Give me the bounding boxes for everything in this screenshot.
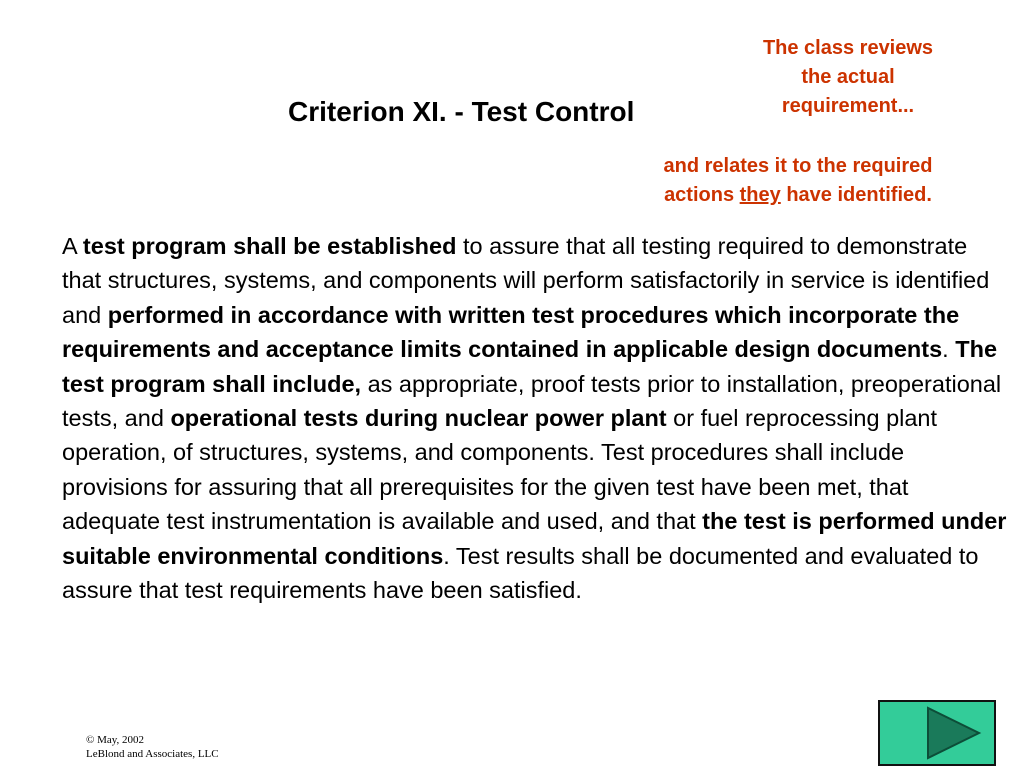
body-run: to assure that all testing required to demonstrate that structures, systems, and components will perform satisfactorily in service is identified and (62, 233, 990, 328)
body-run-bold: operational tests during nuclear power plant (170, 405, 667, 432)
next-slide-button[interactable] (878, 700, 996, 766)
note-bottom-line-2-pre: actions (664, 184, 740, 206)
body-run: . Test results shall be documented and evaluated to assure that test requirements have been satisfied. (62, 542, 979, 604)
note-bottom-line-2-post: have identified. (780, 184, 932, 206)
slide-title: Criterion XI. - Test Control (288, 96, 635, 127)
play-arrow-icon (880, 702, 994, 764)
footer-line-1: © May, 2002 (86, 734, 145, 746)
instructor-note-bottom (612, 152, 984, 210)
body-run-bold: test program shall be established (82, 233, 457, 259)
criterion-body-text (62, 229, 1012, 607)
note-bottom-line-2 (612, 181, 984, 210)
body-run-bold: the test is performed under suitable environmental conditions (62, 508, 1007, 569)
note-top-line-2: the actual (801, 66, 895, 88)
body-run: or fuel reprocessing plant operation, of structures, systems, and components. Test procedures shall include provisions for assuring that all prerequisites for the given test have been met, that adequate test instrumentation is available and used, and that (62, 405, 938, 535)
body-run: . (942, 336, 956, 363)
copyright-footer (86, 733, 219, 761)
body-run: A (62, 233, 83, 259)
note-bottom-underlined-word: they (739, 184, 781, 206)
note-top-line-1: The class reviews (762, 37, 934, 59)
body-run-bold: performed in accordance with written test procedures which incorporate the requirements and acceptance limits contained in applicable design documents (62, 301, 960, 363)
note-top-line-3: requirement... (781, 95, 915, 117)
note-bottom-line-1: and relates it to the required (663, 155, 933, 177)
instructor-note-top (728, 34, 968, 121)
body-run-bold: The test program shall include, (62, 336, 998, 397)
body-run: as appropriate, proof tests prior to installation, preoperational tests, and (62, 370, 1002, 432)
footer-line-2: LeBlond and Associates, LLC (86, 748, 219, 760)
